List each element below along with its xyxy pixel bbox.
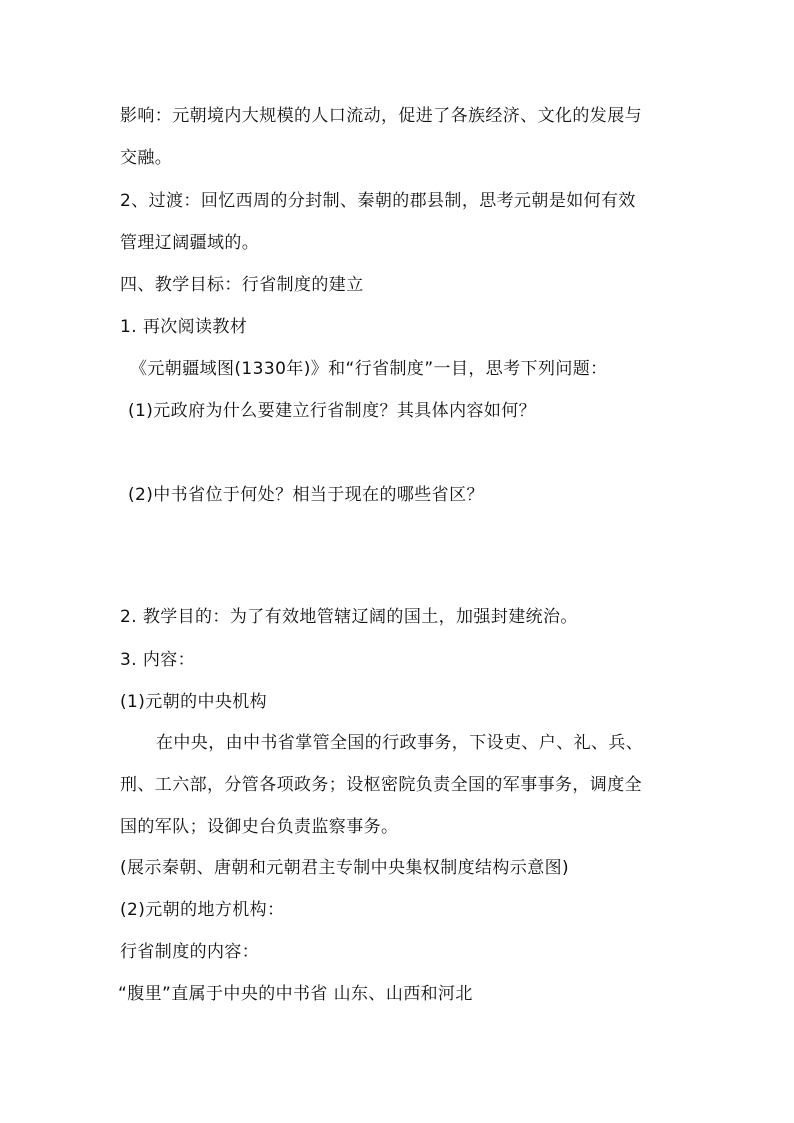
- subheading-local-institutions: (2)元朝的地方机构：: [120, 900, 285, 920]
- text-line-map-reference: 《元朝疆域图(1330年)》和“行省制度”一目，思考下列问题：: [130, 359, 608, 379]
- text-line-teaching-purpose: 2. 教学目的：为了有效地管辖辽阔的国土，加强封建统治。: [120, 607, 578, 627]
- text-line-content: 3. 内容：: [120, 650, 196, 670]
- text-line-province-system: 行省制度的内容：: [120, 942, 260, 962]
- paragraph-central-line-2: 刑、工六部，分管各项政务；设枢密院负责全国的军事事务，调度全: [120, 775, 642, 795]
- section-heading-four: 四、教学目标：行省制度的建立: [120, 275, 364, 295]
- paragraph-central-line-1: 在中央，由中书省掌管全国的行政事务，下设吏、户、礼、兵、: [156, 733, 644, 753]
- subheading-central-institutions: (1)元朝的中央机构: [120, 692, 268, 712]
- question-two: (2)中书省位于何处？相当于现在的哪些省区？: [128, 485, 484, 505]
- text-line-reread: 1. 再次阅读教材: [120, 317, 248, 337]
- text-line-transition: 2、过渡：回忆西周的分封制、秦朝的郡县制，思考元朝是如何有效: [120, 191, 636, 211]
- text-line-transition-cont: 管理辽阔疆域的。: [120, 233, 260, 253]
- paragraph-central-line-3: 国的军队；设御史台负责监察事务。: [120, 817, 399, 837]
- question-one: (1)元政府为什么要建立行省制度？其具体内容如何？: [128, 401, 537, 421]
- text-line-fuli: “腹里”直属于中央的中书省 山东、山西和河北: [118, 984, 473, 1004]
- text-line-influence: 影响：元朝境内大规模的人口流动，促进了各族经济、文化的发展与: [120, 106, 642, 126]
- text-line-show-diagram: (展示秦朝、唐朝和元朝君主专制中央集权制度结构示意图): [120, 858, 570, 878]
- text-line-influence-cont: 交融。: [120, 148, 173, 168]
